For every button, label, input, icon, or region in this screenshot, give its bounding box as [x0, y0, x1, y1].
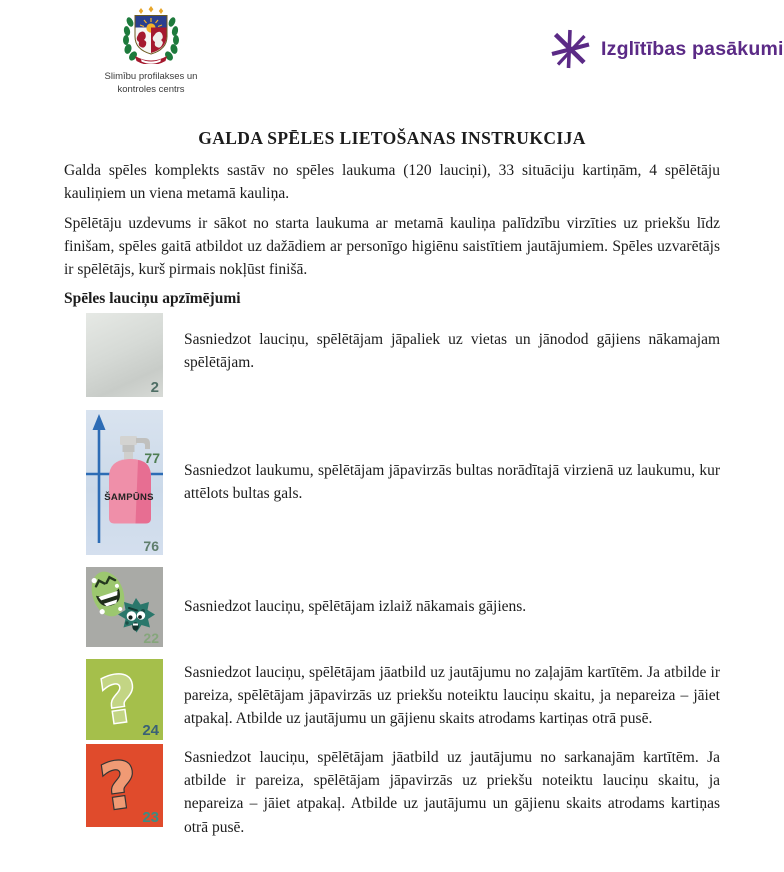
- intro-paragraph-2: Spēlētāju uzdevums ir sākot no starta laukuma ar metamā kauliņa palīdzību virzīties uz priekšu līdz finišam, spēles gaitā atbildot uz dažādiem ar personīgo higiēnu saistītiem jautājumiem. Spēles uzvarētājs ir spēlētājs, kurš pirmais nokļūst finišā.: [64, 214, 720, 278]
- arrow-shampoo-graphic: [86, 410, 163, 555]
- izglitibas-pasakumi-logo: [548, 27, 784, 71]
- tile-number-top: 77: [144, 449, 160, 466]
- legend-text: Sasniedzot lauciņu, spēlētājam izlaiž nākamais gājiens.: [184, 598, 527, 616]
- spkc-org-line1: Slimību profilakses un: [104, 71, 198, 82]
- tile-number-bottom: 76: [143, 537, 159, 554]
- germs-tile-icon: [86, 567, 163, 647]
- arrow-shampoo-tile-icon: [86, 410, 163, 555]
- izglitibas-pasakumi-label: Izglītības pasākumi: [601, 37, 784, 60]
- question-mark-glyph: ?: [95, 661, 143, 740]
- legend-text: Sasniedzot lauciņu, spēlētājam jāpaliek uz vietas un jānodod gājiens nākamajam spēlētājam.: [184, 330, 720, 372]
- legend-text: Sasniedzot lauciņu, spēlētājam jāatbild uz jautājumu no sarkanajām kartītēm. Ja atbilde ir pareiza, spēlētājam jāpavirzās uz priekšu noteiktu lauciņu skaitu, ja nepareiza – jāiet atpakaļ. Atbilde uz jautājumu un gājienu skaits atrodams kartiņas otrā pusē.: [184, 748, 720, 836]
- legend-row-arrow-move: [86, 410, 720, 555]
- tile-number: 22: [143, 630, 159, 647]
- spkc-org-line2: kontroles centrs: [117, 83, 185, 95]
- legend-row-green-question: [86, 659, 720, 740]
- purple-asterisk-icon: [548, 27, 592, 71]
- shampoo-bottle-label: ŠAMPŪNS: [104, 491, 154, 503]
- tile-number: 2: [150, 378, 159, 396]
- legend-text: Sasniedzot laukumu, spēlētājam jāpavirzās bultas norādītajā virzienā uz laukumu, kur attēlots bultas gals.: [184, 462, 720, 503]
- legend-row-stop-turn: [86, 313, 720, 397]
- green-question-tile-icon: [86, 659, 163, 740]
- legend-row-skip-turn: [86, 567, 720, 647]
- tile-number: 24: [142, 721, 159, 739]
- legend-row-red-question: [86, 744, 720, 839]
- question-mark-glyph: ?: [95, 747, 143, 827]
- coat-of-arms-icon: [119, 6, 183, 64]
- spkc-logo-text: [92, 71, 210, 97]
- legend-text: Sasniedzot lauciņu, spēlētājam jāatbild uz jautājumu no zaļajām kartītēm. Ja atbilde ir pareiza, spēlētājam jāpavirzās uz priekšu noteiktu lauciņu skaitu, ja nepareiza – jāiet atpakaļ. Atbilde uz jautājumu un gājienu skaits atrodams kartiņas otrā pusē.: [184, 663, 720, 728]
- document-body: [0, 128, 784, 839]
- section-heading: Spēles lauciņu apzīmējumi: [64, 290, 241, 308]
- page-title: GALDA SPĒLES LIETOŠANAS INSTRUKCIJA: [198, 128, 586, 148]
- blank-gray-tile-icon: [86, 313, 163, 397]
- tile-number: 23: [142, 808, 159, 826]
- intro-paragraph-1: Galda spēles komplekts sastāv no spēles laukuma (120 lauciņi), 33 situāciju kartiņām, 4 spēlētāju kauliņiem un viena metamā kauliņa.: [64, 162, 720, 203]
- red-question-tile-icon: [86, 744, 163, 827]
- page-header: [0, 0, 784, 108]
- spkc-logo: [92, 6, 210, 97]
